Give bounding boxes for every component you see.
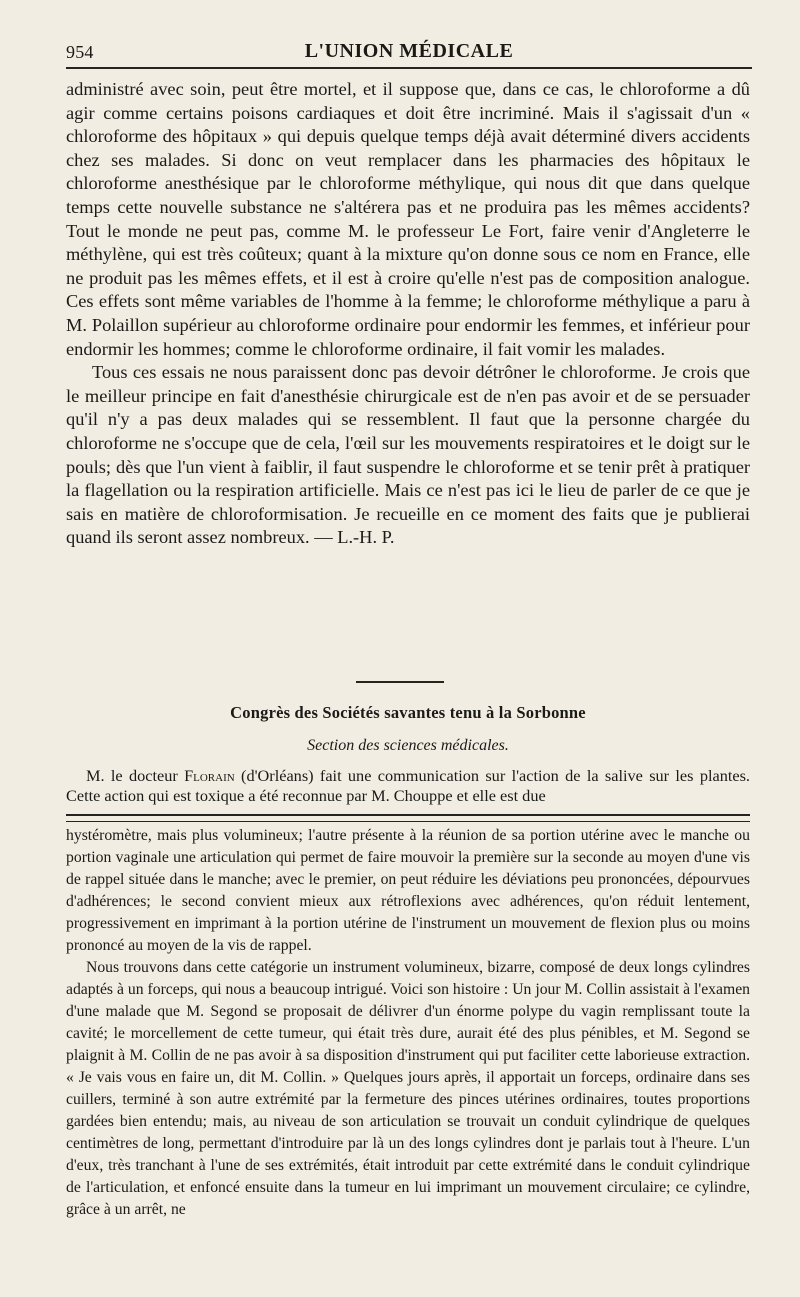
page-header	[66, 36, 752, 66]
header-rule	[66, 67, 752, 69]
congress-report	[66, 766, 750, 806]
journal-title: L'UNION MÉDICALE	[304, 40, 514, 62]
congress-paragraph	[66, 766, 750, 806]
page-number: 954	[66, 42, 94, 62]
article-paragraph: administré avec soin, peut être mortel, et il suppose que, dans ce cas, le chloroforme a dû agir comme certains poisons cardiaques et doit être incriminé. Mais il s'agissait d'un « chloroforme des hôpitaux » qui depuis quelque temps déjà avait déterminé divers accidents chez ses malades. Si donc on veut remplacer dans les pharmacies des hôpitaux le chloroforme anesthésique par le chloroforme méthylique, qui nous dit que dans quelque temps cette nouvelle substance ne s'altérera pas et ne produira pas les mêmes accidents? Tout le monde ne peut pas, comme M. le professeur Le Fort, faire venir d'Angleterre le méthylène, qui est très coûteux; quant à la mixture qu'on donne sous ce nom en France, elle ne produit pas les mêmes effets, et il est à croire qu'elle n'est pas de composition analogue. Ces effets sont même variables de l'homme à la femme; le chloroforme méthylique a paru à M. Polaillon supérieur au chloroforme ordinaire pour endormir les femmes, et inférieur pour endormir les hommes; comme le chloroforme ordinaire, il fait vomir les malades.	[66, 79, 750, 359]
congress-title: Congrès des Sociétés savantes tenu à la Sorbonne	[230, 703, 586, 722]
article-body	[66, 78, 750, 550]
section-divider	[356, 681, 444, 683]
feuilleton-paragraph: hystéromètre, mais plus volumineux; l'autre présente à la réunion de sa portion utérine avec le manche ou portion vaginale une articulation qui permet de faire mouvoir la première sur la seconde au moyen d'une vis de rappel située dans le manche; avec le premier, on peut réduire les déviations peu prononcées, dépourvues d'adhérences; le second convient mieux aux rétroflexions avec adhérences, qu'on réduit lentement, progressivement en imprimant à la portion utérine de l'instrument un mouvement de flexion plus ou moins prononcé au moyen de la vis de rappel.	[66, 827, 750, 954]
feuilleton-paragraph: Nous trouvons dans cette catégorie un instrument volumineux, bizarre, composé de deux longs cylindres adaptés à un forceps, qui nous a beaucoup intrigué. Voici son histoire : Un jour M. Collin assistait à l'examen d'une malade que M. Segond se proposait de délivrer d'un énorme polype du vagin remplissant toute la cavité; le morcellement de cette tumeur, qui était très dure, aurait été des plus pénibles, et M. Segond se plaignit à M. Collin de ne pas avoir à sa disposition d'instrument qui put faciliter cette laborieuse extraction. « Je vais vous en faire un, dit M. Collin. » Quelques jours après, il apportait un forceps, ordinaire dans ses cuillers, terminé à son autre extrémité par la fermeture des pinces utérines ordinaires, toutes proportions gardées bien entendu; mais, au niveau de son articulation se trouvait un conduit cylindrique de quelques centimètres de long, permettant d'introduire par là un des longs cylindres dont je parlais tout à l'heure. L'un d'eux, très tranchant à l'une de ses extrémités, était introduit par cette extrémité dans le conduit cylindrique de l'articulation, et enfoncé ensuite dans la tumeur en lui imprimant un mouvement circulaire; ce cylindre, grâce à un arrêt, ne	[66, 959, 750, 1218]
feuilleton-body	[66, 825, 750, 1221]
feuilleton-divider	[66, 814, 750, 822]
congress-text-after: (d'Orléans) fait une communication sur l'action de la salive sur les plantes. Cette action qui est toxique a été reconnue par M. Chouppe et elle est due	[66, 766, 751, 805]
section-subtitle: Section des sciences médicales.	[307, 737, 509, 754]
author-name: Florain	[184, 766, 235, 785]
article-paragraph: Tous ces essais ne nous paraissent donc pas devoir détrôner le chloroforme. Je crois que le meilleur principe en fait d'anesthésie chirurgicale est de n'en pas avoir et de se persuader qu'il n'y a pas deux malades qui se ressemblent. Il faut que la personne chargée du chloroforme ne s'occupe que de cela, l'œil sur les mouvements respiratoires et le doigt sur le pouls; dès que l'un vient à faiblir, il faut suspendre le chloroforme et se tenir prêt à pratiquer la flagellation ou la respiration artificielle. Mais ce n'est pas ici le lieu de parler de ce que je sais en matière de chloroformisation. Je recueille en ce moment des faits que je publierai quand ils seront assez nombreux. — L.-H. P.	[66, 362, 750, 548]
congress-text-before: M. le docteur	[86, 766, 185, 785]
